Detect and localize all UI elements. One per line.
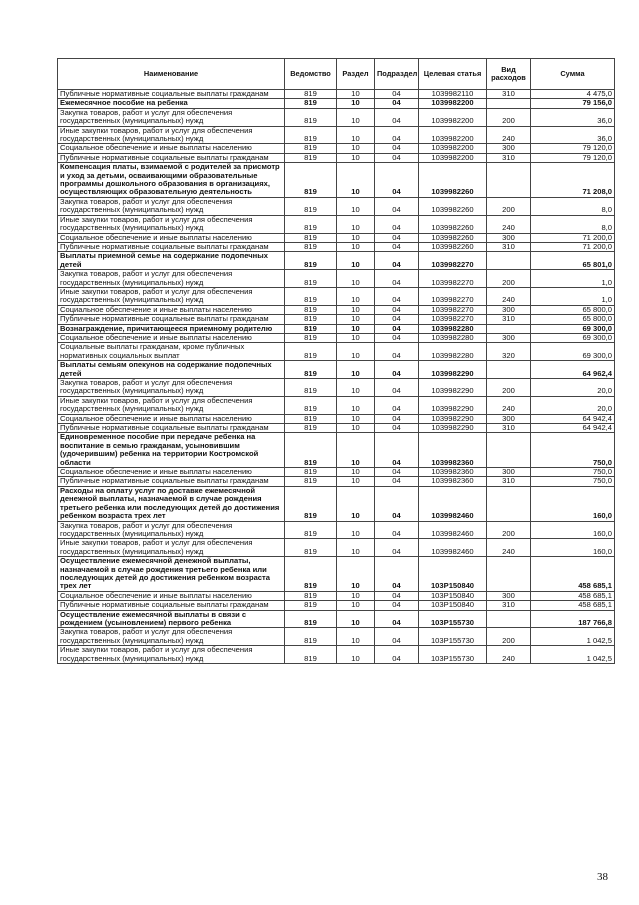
cell-vid-raskhodov: 200 bbox=[487, 108, 531, 126]
cell-podrazdel: 04 bbox=[375, 324, 419, 333]
cell-razdel: 10 bbox=[337, 601, 375, 610]
cell-vid-raskhodov: 240 bbox=[487, 396, 531, 414]
cell-tselevaya-statya: 1039982290 bbox=[419, 414, 487, 423]
cell-razdel: 10 bbox=[337, 99, 375, 108]
cell-summa: 1,0 bbox=[531, 270, 615, 288]
cell-razdel: 10 bbox=[337, 468, 375, 477]
cell-vid-raskhodov bbox=[487, 610, 531, 628]
cell-summa: 64 962,4 bbox=[531, 361, 615, 379]
cell-summa: 1 042,5 bbox=[531, 646, 615, 664]
table-row bbox=[58, 233, 615, 242]
cell-vedomstvo: 819 bbox=[285, 333, 337, 342]
cell-name: Социальное обеспечение и иные выплаты населению bbox=[58, 591, 285, 600]
cell-tselevaya-statya: 103P155730 bbox=[419, 610, 487, 628]
cell-vedomstvo: 819 bbox=[285, 628, 337, 646]
cell-razdel: 10 bbox=[337, 144, 375, 153]
cell-tselevaya-statya: 103P150840 bbox=[419, 557, 487, 592]
table-row bbox=[58, 610, 615, 628]
cell-summa: 65 801,0 bbox=[531, 252, 615, 270]
cell-vedomstvo: 819 bbox=[285, 539, 337, 557]
cell-podrazdel: 04 bbox=[375, 601, 419, 610]
table-row bbox=[58, 99, 615, 108]
cell-tselevaya-statya: 1039982270 bbox=[419, 287, 487, 305]
cell-name: Закупка товаров, работ и услуг для обеспечения государственных (муниципальных) нужд bbox=[58, 108, 285, 126]
cell-vedomstvo: 819 bbox=[285, 557, 337, 592]
cell-vid-raskhodov: 240 bbox=[487, 215, 531, 233]
cell-podrazdel: 04 bbox=[375, 163, 419, 198]
cell-vid-raskhodov: 310 bbox=[487, 315, 531, 324]
cell-name: Компенсация платы, взимаемой с родителей за присмотр и уход за детьми, осваивающими образовательные программы дошкольного образования в организациях, осуществляющих образовательную деятельность bbox=[58, 163, 285, 198]
cell-razdel: 10 bbox=[337, 333, 375, 342]
cell-podrazdel: 04 bbox=[375, 486, 419, 521]
cell-summa: 65 800,0 bbox=[531, 315, 615, 324]
header-podrazdel: Подраздел bbox=[375, 59, 419, 90]
cell-razdel: 10 bbox=[337, 233, 375, 242]
cell-vid-raskhodov: 300 bbox=[487, 414, 531, 423]
cell-razdel: 10 bbox=[337, 477, 375, 486]
cell-vedomstvo: 819 bbox=[285, 361, 337, 379]
cell-tselevaya-statya: 1039982270 bbox=[419, 252, 487, 270]
cell-tselevaya-statya: 1039982360 bbox=[419, 468, 487, 477]
cell-podrazdel: 04 bbox=[375, 315, 419, 324]
table-row bbox=[58, 144, 615, 153]
cell-summa: 65 800,0 bbox=[531, 305, 615, 314]
cell-summa: 1 042,5 bbox=[531, 628, 615, 646]
cell-vid-raskhodov: 200 bbox=[487, 197, 531, 215]
cell-razdel: 10 bbox=[337, 126, 375, 144]
cell-name: Закупка товаров, работ и услуг для обеспечения государственных (муниципальных) нужд bbox=[58, 197, 285, 215]
cell-tselevaya-statya: 1039982280 bbox=[419, 324, 487, 333]
cell-vedomstvo: 819 bbox=[285, 433, 337, 468]
cell-razdel: 10 bbox=[337, 414, 375, 423]
cell-tselevaya-statya: 1039982200 bbox=[419, 99, 487, 108]
table-row bbox=[58, 557, 615, 592]
cell-vid-raskhodov bbox=[487, 252, 531, 270]
cell-summa: 458 685,1 bbox=[531, 591, 615, 600]
cell-name: Публичные нормативные социальные выплаты гражданам bbox=[58, 315, 285, 324]
table-row bbox=[58, 521, 615, 539]
cell-tselevaya-statya: 103P150840 bbox=[419, 601, 487, 610]
cell-name: Социальное обеспечение и иные выплаты населению bbox=[58, 333, 285, 342]
header-name: Наименование bbox=[58, 59, 285, 90]
table-row bbox=[58, 591, 615, 600]
cell-name: Социальные выплаты гражданам, кроме публичных нормативных социальных выплат bbox=[58, 343, 285, 361]
cell-name: Социальное обеспечение и иные выплаты населению bbox=[58, 414, 285, 423]
cell-razdel: 10 bbox=[337, 153, 375, 162]
cell-summa: 36,0 bbox=[531, 108, 615, 126]
cell-razdel: 10 bbox=[337, 521, 375, 539]
cell-vid-raskhodov: 300 bbox=[487, 333, 531, 342]
cell-tselevaya-statya: 1039982270 bbox=[419, 315, 487, 324]
cell-vedomstvo: 819 bbox=[285, 287, 337, 305]
cell-vedomstvo: 819 bbox=[285, 601, 337, 610]
cell-vedomstvo: 819 bbox=[285, 324, 337, 333]
cell-podrazdel: 04 bbox=[375, 610, 419, 628]
cell-name: Публичные нормативные социальные выплаты гражданам bbox=[58, 424, 285, 433]
cell-podrazdel: 04 bbox=[375, 557, 419, 592]
table-row bbox=[58, 646, 615, 664]
cell-summa: 69 300,0 bbox=[531, 324, 615, 333]
header-vedomstvo: Ведомство bbox=[285, 59, 337, 90]
cell-summa: 79 156,0 bbox=[531, 99, 615, 108]
cell-summa: 79 120,0 bbox=[531, 144, 615, 153]
cell-vedomstvo: 819 bbox=[285, 153, 337, 162]
cell-name: Публичные нормативные социальные выплаты гражданам bbox=[58, 242, 285, 251]
cell-razdel: 10 bbox=[337, 197, 375, 215]
cell-summa: 20,0 bbox=[531, 396, 615, 414]
cell-vid-raskhodov: 310 bbox=[487, 424, 531, 433]
cell-tselevaya-statya: 103P155730 bbox=[419, 628, 487, 646]
cell-tselevaya-statya: 1039982360 bbox=[419, 433, 487, 468]
table-row bbox=[58, 424, 615, 433]
cell-vedomstvo: 819 bbox=[285, 379, 337, 397]
table-row bbox=[58, 252, 615, 270]
cell-vid-raskhodov bbox=[487, 361, 531, 379]
cell-razdel: 10 bbox=[337, 433, 375, 468]
cell-summa: 1,0 bbox=[531, 287, 615, 305]
cell-vid-raskhodov: 310 bbox=[487, 153, 531, 162]
cell-vedomstvo: 819 bbox=[285, 233, 337, 242]
cell-vid-raskhodov: 240 bbox=[487, 126, 531, 144]
cell-razdel: 10 bbox=[337, 305, 375, 314]
cell-podrazdel: 04 bbox=[375, 90, 419, 99]
cell-name: Публичные нормативные социальные выплаты гражданам bbox=[58, 90, 285, 99]
cell-podrazdel: 04 bbox=[375, 477, 419, 486]
cell-vedomstvo: 819 bbox=[285, 305, 337, 314]
cell-vedomstvo: 819 bbox=[285, 396, 337, 414]
cell-podrazdel: 04 bbox=[375, 521, 419, 539]
cell-razdel: 10 bbox=[337, 424, 375, 433]
cell-tselevaya-statya: 1039982260 bbox=[419, 163, 487, 198]
cell-razdel: 10 bbox=[337, 539, 375, 557]
cell-vedomstvo: 819 bbox=[285, 315, 337, 324]
cell-tselevaya-statya: 103P155730 bbox=[419, 646, 487, 664]
cell-razdel: 10 bbox=[337, 610, 375, 628]
cell-razdel: 10 bbox=[337, 557, 375, 592]
cell-summa: 750,0 bbox=[531, 477, 615, 486]
cell-summa: 79 120,0 bbox=[531, 153, 615, 162]
table-row bbox=[58, 477, 615, 486]
cell-vid-raskhodov: 200 bbox=[487, 270, 531, 288]
table-row bbox=[58, 468, 615, 477]
cell-tselevaya-statya: 103P150840 bbox=[419, 591, 487, 600]
cell-summa: 69 300,0 bbox=[531, 333, 615, 342]
cell-name: Единовременное пособие при передаче ребенка на воспитание в семью гражданам, усыновившим (удочерившим) ребенка на территории Костромской области bbox=[58, 433, 285, 468]
cell-vid-raskhodov: 200 bbox=[487, 628, 531, 646]
cell-summa: 20,0 bbox=[531, 379, 615, 397]
cell-vid-raskhodov: 300 bbox=[487, 305, 531, 314]
cell-podrazdel: 04 bbox=[375, 305, 419, 314]
cell-vedomstvo: 819 bbox=[285, 414, 337, 423]
cell-summa: 71 200,0 bbox=[531, 233, 615, 242]
cell-vedomstvo: 819 bbox=[285, 610, 337, 628]
cell-podrazdel: 04 bbox=[375, 379, 419, 397]
cell-vedomstvo: 819 bbox=[285, 197, 337, 215]
cell-tselevaya-statya: 1039982110 bbox=[419, 90, 487, 99]
cell-vedomstvo: 819 bbox=[285, 591, 337, 600]
cell-podrazdel: 04 bbox=[375, 242, 419, 251]
cell-tselevaya-statya: 1039982460 bbox=[419, 539, 487, 557]
cell-vid-raskhodov bbox=[487, 163, 531, 198]
cell-razdel: 10 bbox=[337, 324, 375, 333]
cell-podrazdel: 04 bbox=[375, 591, 419, 600]
cell-vid-raskhodov bbox=[487, 99, 531, 108]
cell-tselevaya-statya: 1039982200 bbox=[419, 153, 487, 162]
table-row bbox=[58, 396, 615, 414]
cell-summa: 750,0 bbox=[531, 433, 615, 468]
cell-podrazdel: 04 bbox=[375, 361, 419, 379]
cell-vid-raskhodov: 310 bbox=[487, 477, 531, 486]
cell-name: Иные закупки товаров, работ и услуг для обеспечения государственных (муниципальных) нужд bbox=[58, 396, 285, 414]
budget-table bbox=[57, 58, 615, 664]
header-summa: Сумма bbox=[531, 59, 615, 90]
cell-tselevaya-statya: 1039982290 bbox=[419, 424, 487, 433]
cell-razdel: 10 bbox=[337, 646, 375, 664]
table-row bbox=[58, 343, 615, 361]
cell-tselevaya-statya: 1039982200 bbox=[419, 108, 487, 126]
cell-tselevaya-statya: 1039982290 bbox=[419, 396, 487, 414]
cell-razdel: 10 bbox=[337, 252, 375, 270]
cell-vid-raskhodov: 300 bbox=[487, 144, 531, 153]
cell-name: Публичные нормативные социальные выплаты гражданам bbox=[58, 153, 285, 162]
cell-tselevaya-statya: 1039982280 bbox=[419, 333, 487, 342]
cell-summa: 8,0 bbox=[531, 215, 615, 233]
cell-vedomstvo: 819 bbox=[285, 424, 337, 433]
cell-tselevaya-statya: 1039982460 bbox=[419, 521, 487, 539]
table-row bbox=[58, 601, 615, 610]
table-row bbox=[58, 126, 615, 144]
cell-name: Публичные нормативные социальные выплаты гражданам bbox=[58, 601, 285, 610]
table-row bbox=[58, 315, 615, 324]
cell-name: Публичные нормативные социальные выплаты гражданам bbox=[58, 477, 285, 486]
cell-razdel: 10 bbox=[337, 90, 375, 99]
cell-vedomstvo: 819 bbox=[285, 477, 337, 486]
cell-tselevaya-statya: 1039982260 bbox=[419, 197, 487, 215]
cell-razdel: 10 bbox=[337, 343, 375, 361]
cell-name: Закупка товаров, работ и услуг для обеспечения государственных (муниципальных) нужд bbox=[58, 628, 285, 646]
cell-vedomstvo: 819 bbox=[285, 646, 337, 664]
table-row bbox=[58, 486, 615, 521]
cell-tselevaya-statya: 1039982280 bbox=[419, 343, 487, 361]
cell-razdel: 10 bbox=[337, 163, 375, 198]
table-row bbox=[58, 539, 615, 557]
cell-razdel: 10 bbox=[337, 486, 375, 521]
cell-vid-raskhodov: 300 bbox=[487, 233, 531, 242]
cell-vid-raskhodov: 310 bbox=[487, 242, 531, 251]
cell-podrazdel: 04 bbox=[375, 424, 419, 433]
table-row bbox=[58, 108, 615, 126]
cell-podrazdel: 04 bbox=[375, 343, 419, 361]
cell-podrazdel: 04 bbox=[375, 333, 419, 342]
cell-summa: 187 766,8 bbox=[531, 610, 615, 628]
table-row bbox=[58, 333, 615, 342]
cell-vid-raskhodov: 320 bbox=[487, 343, 531, 361]
cell-razdel: 10 bbox=[337, 361, 375, 379]
cell-razdel: 10 bbox=[337, 628, 375, 646]
cell-razdel: 10 bbox=[337, 108, 375, 126]
cell-vedomstvo: 819 bbox=[285, 126, 337, 144]
cell-vid-raskhodov: 200 bbox=[487, 521, 531, 539]
cell-vedomstvo: 819 bbox=[285, 486, 337, 521]
cell-razdel: 10 bbox=[337, 396, 375, 414]
header-tselevaya-statya: Целевая статья bbox=[419, 59, 487, 90]
cell-vid-raskhodov bbox=[487, 486, 531, 521]
cell-vid-raskhodov: 200 bbox=[487, 379, 531, 397]
cell-summa: 160,0 bbox=[531, 539, 615, 557]
cell-tselevaya-statya: 1039982200 bbox=[419, 126, 487, 144]
cell-name: Закупка товаров, работ и услуг для обеспечения государственных (муниципальных) нужд bbox=[58, 270, 285, 288]
cell-tselevaya-statya: 1039982360 bbox=[419, 477, 487, 486]
cell-name: Социальное обеспечение и иные выплаты населению bbox=[58, 233, 285, 242]
cell-razdel: 10 bbox=[337, 270, 375, 288]
cell-name: Социальное обеспечение и иные выплаты населению bbox=[58, 305, 285, 314]
cell-tselevaya-statya: 1039982260 bbox=[419, 233, 487, 242]
table-row bbox=[58, 305, 615, 314]
cell-podrazdel: 04 bbox=[375, 126, 419, 144]
cell-podrazdel: 04 bbox=[375, 153, 419, 162]
cell-summa: 71 200,0 bbox=[531, 242, 615, 251]
cell-tselevaya-statya: 1039982260 bbox=[419, 215, 487, 233]
cell-podrazdel: 04 bbox=[375, 539, 419, 557]
table-row bbox=[58, 361, 615, 379]
cell-vid-raskhodov: 310 bbox=[487, 90, 531, 99]
cell-name: Вознаграждение, причитающееся приемному родителю bbox=[58, 324, 285, 333]
table-row bbox=[58, 379, 615, 397]
cell-podrazdel: 04 bbox=[375, 396, 419, 414]
cell-name: Социальное обеспечение и иные выплаты населению bbox=[58, 144, 285, 153]
table-row bbox=[58, 287, 615, 305]
cell-vedomstvo: 819 bbox=[285, 108, 337, 126]
table-row bbox=[58, 324, 615, 333]
cell-summa: 458 685,1 bbox=[531, 557, 615, 592]
cell-razdel: 10 bbox=[337, 242, 375, 251]
cell-vid-raskhodov: 310 bbox=[487, 601, 531, 610]
table-row bbox=[58, 163, 615, 198]
cell-vedomstvo: 819 bbox=[285, 468, 337, 477]
table-row bbox=[58, 197, 615, 215]
table-row bbox=[58, 628, 615, 646]
cell-summa: 458 685,1 bbox=[531, 601, 615, 610]
header-razdel: Раздел bbox=[337, 59, 375, 90]
cell-vid-raskhodov bbox=[487, 433, 531, 468]
cell-vedomstvo: 819 bbox=[285, 215, 337, 233]
cell-razdel: 10 bbox=[337, 287, 375, 305]
cell-vedomstvo: 819 bbox=[285, 270, 337, 288]
cell-name: Иные закупки товаров, работ и услуг для обеспечения государственных (муниципальных) нужд bbox=[58, 646, 285, 664]
table-row bbox=[58, 270, 615, 288]
cell-vid-raskhodov: 300 bbox=[487, 468, 531, 477]
cell-vedomstvo: 819 bbox=[285, 90, 337, 99]
cell-podrazdel: 04 bbox=[375, 646, 419, 664]
page-number: 38 bbox=[597, 871, 608, 883]
table-header-row bbox=[58, 59, 615, 90]
cell-name: Закупка товаров, работ и услуг для обеспечения государственных (муниципальных) нужд bbox=[58, 521, 285, 539]
cell-vid-raskhodov bbox=[487, 324, 531, 333]
cell-summa: 160,0 bbox=[531, 521, 615, 539]
cell-name: Социальное обеспечение и иные выплаты населению bbox=[58, 468, 285, 477]
cell-vid-raskhodov: 300 bbox=[487, 591, 531, 600]
cell-name: Выплаты приемной семье на содержание подопечных детей bbox=[58, 252, 285, 270]
cell-vid-raskhodov bbox=[487, 557, 531, 592]
cell-name: Иные закупки товаров, работ и услуг для обеспечения государственных (муниципальных) нужд bbox=[58, 126, 285, 144]
cell-razdel: 10 bbox=[337, 379, 375, 397]
cell-name: Осуществление ежемесячной денежной выплаты, назначаемой в случае рождения третьего ребенка или последующих детей до достижения ребенком возраста трех лет bbox=[58, 557, 285, 592]
cell-name: Закупка товаров, работ и услуг для обеспечения государственных (муниципальных) нужд bbox=[58, 379, 285, 397]
cell-summa: 71 208,0 bbox=[531, 163, 615, 198]
cell-podrazdel: 04 bbox=[375, 628, 419, 646]
cell-name: Иные закупки товаров, работ и услуг для обеспечения государственных (муниципальных) нужд bbox=[58, 287, 285, 305]
cell-summa: 8,0 bbox=[531, 197, 615, 215]
cell-podrazdel: 04 bbox=[375, 108, 419, 126]
cell-podrazdel: 04 bbox=[375, 215, 419, 233]
cell-summa: 750,0 bbox=[531, 468, 615, 477]
cell-razdel: 10 bbox=[337, 315, 375, 324]
cell-vedomstvo: 819 bbox=[285, 521, 337, 539]
cell-podrazdel: 04 bbox=[375, 468, 419, 477]
cell-vid-raskhodov: 240 bbox=[487, 646, 531, 664]
cell-razdel: 10 bbox=[337, 591, 375, 600]
cell-summa: 64 942,4 bbox=[531, 414, 615, 423]
cell-tselevaya-statya: 1039982260 bbox=[419, 242, 487, 251]
cell-summa: 64 942,4 bbox=[531, 424, 615, 433]
cell-tselevaya-statya: 1039982270 bbox=[419, 305, 487, 314]
cell-tselevaya-statya: 1039982290 bbox=[419, 361, 487, 379]
table-row bbox=[58, 242, 615, 251]
cell-podrazdel: 04 bbox=[375, 287, 419, 305]
cell-vedomstvo: 819 bbox=[285, 144, 337, 153]
cell-tselevaya-statya: 1039982290 bbox=[419, 379, 487, 397]
cell-vedomstvo: 819 bbox=[285, 343, 337, 361]
cell-tselevaya-statya: 1039982200 bbox=[419, 144, 487, 153]
cell-podrazdel: 04 bbox=[375, 144, 419, 153]
cell-summa: 69 300,0 bbox=[531, 343, 615, 361]
cell-name: Иные закупки товаров, работ и услуг для обеспечения государственных (муниципальных) нужд bbox=[58, 215, 285, 233]
cell-vedomstvo: 819 bbox=[285, 252, 337, 270]
cell-summa: 36,0 bbox=[531, 126, 615, 144]
cell-podrazdel: 04 bbox=[375, 414, 419, 423]
cell-vid-raskhodov: 240 bbox=[487, 539, 531, 557]
header-vid-raskhodov: Вид расходов bbox=[487, 59, 531, 90]
cell-podrazdel: 04 bbox=[375, 233, 419, 242]
cell-podrazdel: 04 bbox=[375, 252, 419, 270]
table-row bbox=[58, 153, 615, 162]
table-row bbox=[58, 414, 615, 423]
cell-vid-raskhodov: 240 bbox=[487, 287, 531, 305]
cell-razdel: 10 bbox=[337, 215, 375, 233]
cell-vedomstvo: 819 bbox=[285, 99, 337, 108]
cell-name: Выплаты семьям опекунов на содержание подопечных детей bbox=[58, 361, 285, 379]
cell-name: Иные закупки товаров, работ и услуг для обеспечения государственных (муниципальных) нужд bbox=[58, 539, 285, 557]
cell-summa: 4 475,0 bbox=[531, 90, 615, 99]
cell-vedomstvo: 819 bbox=[285, 163, 337, 198]
cell-podrazdel: 04 bbox=[375, 433, 419, 468]
table-row bbox=[58, 90, 615, 99]
table-row bbox=[58, 215, 615, 233]
cell-tselevaya-statya: 1039982460 bbox=[419, 486, 487, 521]
cell-name: Осуществление ежемесячной выплаты в связи с рождением (усыновлением) первого ребенка bbox=[58, 610, 285, 628]
cell-podrazdel: 04 bbox=[375, 197, 419, 215]
cell-podrazdel: 04 bbox=[375, 99, 419, 108]
table-row bbox=[58, 433, 615, 468]
cell-vedomstvo: 819 bbox=[285, 242, 337, 251]
cell-name: Расходы на оплату услуг по доставке ежемесячной денежной выплаты, назначаемой в случае рождения третьего ребенка или последующих детей до достижения ребенком возраста трех лет bbox=[58, 486, 285, 521]
cell-podrazdel: 04 bbox=[375, 270, 419, 288]
cell-summa: 160,0 bbox=[531, 486, 615, 521]
cell-tselevaya-statya: 1039982270 bbox=[419, 270, 487, 288]
cell-name: Ежемесячное пособие на ребенка bbox=[58, 99, 285, 108]
